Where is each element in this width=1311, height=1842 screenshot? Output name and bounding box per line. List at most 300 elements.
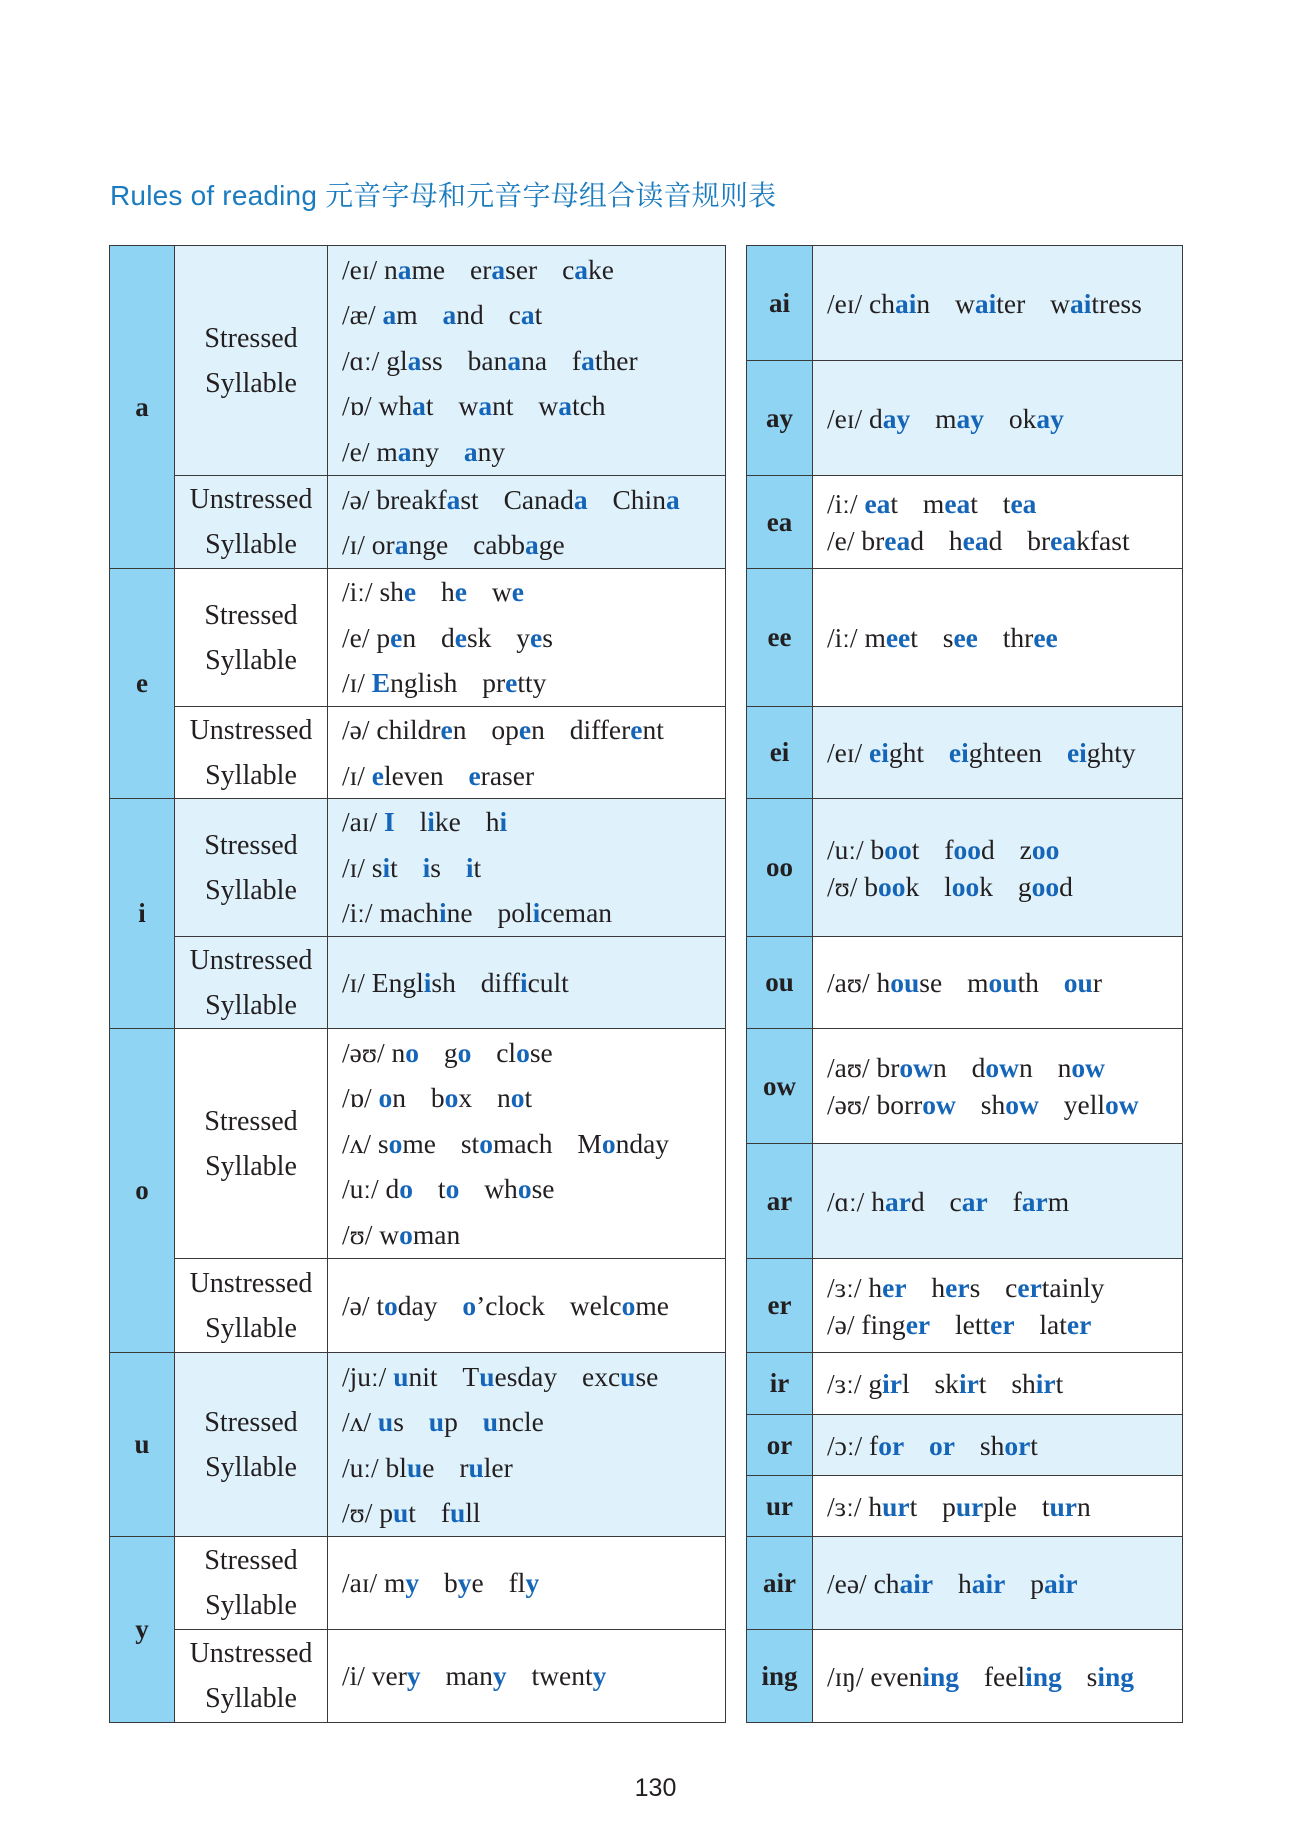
examples-cell [328, 1353, 726, 1537]
example-word [944, 871, 993, 902]
example-line [827, 831, 1182, 868]
syllable-type-cell [175, 1259, 328, 1353]
word-part: feel [983, 1660, 1026, 1692]
word-part: t [376, 1289, 385, 1321]
example-word [570, 714, 664, 745]
highlighted-letters: oo [951, 870, 980, 902]
highlighted-letters: ea [1050, 525, 1077, 556]
example-word [1064, 1089, 1139, 1120]
phonetic-symbol: /ʊ/ [342, 1497, 380, 1528]
example-word [504, 484, 588, 515]
syllable-type-text: Stressed [204, 1545, 298, 1576]
example-word [462, 1290, 544, 1321]
example-word [1039, 1309, 1091, 1340]
example-word [1020, 834, 1060, 865]
highlighted-letters: a [446, 483, 461, 515]
rule-row [110, 707, 726, 799]
word-part: se [531, 1173, 555, 1205]
word-part: ke [588, 253, 615, 285]
word-part: man [412, 1218, 461, 1250]
example-word [955, 1309, 1015, 1340]
highlighted-letters: a [397, 253, 412, 285]
syllable-type-text: Syllable [205, 989, 297, 1021]
syllable-type-cell [175, 1029, 328, 1259]
highlighted-letters: ai [974, 287, 997, 319]
word-part: t [978, 1368, 987, 1399]
highlighted-letters: e [390, 621, 403, 653]
highlighted-letters: ei [948, 737, 969, 768]
word-part: t [534, 299, 543, 331]
phonetic-symbol: /ʌ/ [342, 1127, 378, 1159]
word-part: sh [1011, 1368, 1036, 1399]
phonetic-symbol: /aʊ/ [827, 1052, 877, 1083]
example-line [827, 1183, 1182, 1220]
highlighted-letters: u [406, 1451, 423, 1483]
highlighted-letters: ai [894, 287, 917, 319]
highlighted-letters: ei [1066, 737, 1087, 768]
phonetic-symbol: /ə/ [342, 483, 377, 515]
combination-row [747, 1259, 1183, 1353]
word-part: t [425, 390, 434, 422]
highlighted-letters: air [899, 1567, 934, 1599]
phonetic-symbol: /ɪ/ [342, 667, 372, 699]
highlighted-letters: y [592, 1660, 607, 1692]
example-word [379, 1219, 460, 1250]
highlighted-letters: i [423, 966, 432, 998]
word-part: d [1059, 870, 1073, 902]
word-part: op [491, 714, 519, 745]
word-part: ple [983, 1490, 1017, 1522]
phonetic-symbol: /eɪ/ [827, 737, 870, 768]
phonetic-symbol: /aɪ/ [342, 806, 385, 838]
highlighted-letters: a [573, 483, 588, 515]
highlighted-letters: air [1044, 1567, 1078, 1599]
highlighted-letters: er [905, 1308, 931, 1340]
word-part: nge [408, 529, 449, 560]
example-word [483, 1406, 544, 1437]
highlighted-letters: i [499, 806, 508, 838]
example-word [929, 1430, 955, 1461]
example-word [955, 288, 1025, 319]
word-part: s [371, 851, 383, 883]
highlighted-letters: e [530, 621, 543, 653]
example-word [876, 967, 942, 998]
highlighted-letters: ea [944, 488, 971, 519]
word-part: c [508, 299, 521, 331]
phonetic-symbol: /juː/ [342, 1360, 394, 1392]
word-part: n [531, 714, 545, 745]
word-part: m [384, 1567, 406, 1599]
example-word [386, 1452, 435, 1483]
word-part: n [1057, 1052, 1072, 1083]
word-part: ght [888, 737, 925, 768]
word-part: ler [483, 1451, 513, 1483]
example-word [393, 1361, 437, 1392]
syllable-type-text: Syllable [205, 759, 297, 791]
example-word [379, 1082, 407, 1113]
word-part: s [430, 851, 441, 883]
example-word [443, 299, 484, 330]
word-part: b [870, 833, 885, 865]
syllable-type-cell [175, 707, 328, 799]
example-word [516, 622, 553, 653]
example-line [342, 1560, 725, 1606]
word-part: sh [979, 1429, 1005, 1461]
example-word [958, 1568, 1005, 1599]
example-word [509, 299, 543, 330]
rule-row [110, 1259, 726, 1353]
word-part: ch [869, 287, 895, 319]
syllable-type-text: Syllable [205, 1451, 297, 1483]
word-part: w [1050, 287, 1071, 319]
highlighted-letters: o [444, 1082, 459, 1114]
example-word [874, 1568, 934, 1599]
word-part: raser [480, 759, 535, 791]
highlighted-letters: a [407, 344, 422, 376]
example-word [949, 525, 1002, 556]
example-word [868, 1272, 906, 1303]
example-line [827, 619, 1182, 656]
highlighted-letters: a [574, 253, 589, 285]
rule-row [110, 1537, 726, 1630]
phonetic-symbol: /eə/ [827, 1567, 874, 1599]
examples-cell [328, 799, 726, 937]
word-part: borr [876, 1089, 923, 1120]
word-part: pr [482, 667, 506, 699]
example-line [342, 1283, 725, 1329]
example-word [869, 737, 924, 768]
highlighted-letters: or [878, 1429, 905, 1461]
example-word [470, 254, 537, 285]
highlighted-letters: E [371, 667, 391, 699]
example-word [876, 1089, 955, 1120]
example-line [827, 522, 1182, 559]
word-part: n [933, 1052, 947, 1083]
word-part: M [577, 1127, 602, 1159]
example-line [827, 1427, 1182, 1464]
word-part: h [440, 576, 455, 608]
syllable-type-text: Syllable [205, 874, 297, 906]
example-word [1003, 488, 1037, 519]
examples-cell [813, 569, 1183, 707]
word-part: yell [1063, 1089, 1105, 1120]
word-part: b [430, 1082, 445, 1114]
combination-row [747, 1029, 1183, 1144]
word-part: ter [996, 287, 1026, 319]
word-part: n [497, 1082, 511, 1114]
combination-row [747, 1144, 1183, 1259]
highlighted-letters: y [457, 1567, 472, 1599]
word-part: z [1019, 833, 1032, 865]
example-word [967, 967, 1039, 998]
word-part: b [864, 870, 878, 902]
example-word [577, 1128, 669, 1159]
word-part: b [444, 1567, 458, 1599]
highlighted-letters: ur [1049, 1490, 1077, 1522]
vowel-combination-cell: ar [747, 1144, 813, 1259]
word-part: me [635, 1289, 669, 1321]
word-part: d [971, 1052, 986, 1083]
word-part: m [376, 435, 398, 467]
examples-cell [813, 1415, 1183, 1476]
phonetic-symbol: /iː/ [827, 622, 865, 653]
word-part: g [868, 1368, 883, 1399]
word-part: day [397, 1289, 438, 1321]
word-part: me [402, 1127, 436, 1159]
phonetic-symbol: /ɪ/ [342, 966, 372, 998]
example-word [1005, 1272, 1104, 1303]
phonetic-symbol: /ɜː/ [827, 1271, 869, 1303]
example-line [342, 429, 725, 475]
word-part: na [521, 344, 548, 376]
word-part: w [491, 576, 512, 608]
example-word [949, 737, 1042, 768]
highlighted-letters: ai [1070, 287, 1092, 319]
highlighted-letters: e [454, 621, 467, 653]
word-part: n [1077, 1490, 1091, 1522]
highlighted-letters: o [405, 1036, 419, 1068]
word-part: ny [411, 435, 440, 467]
highlighted-letters: o [479, 1127, 493, 1159]
combination-row [747, 476, 1183, 569]
example-line [342, 753, 725, 799]
word-part: t [1055, 1368, 1064, 1399]
word-part: m [935, 402, 957, 434]
highlighted-letters: oo [953, 833, 981, 865]
word-part: se [635, 1360, 659, 1392]
example-word [378, 1406, 404, 1437]
highlighted-letters: er [1066, 1308, 1092, 1340]
word-part: twent [531, 1660, 593, 1692]
example-word [861, 1309, 930, 1340]
syllable-type-cell [175, 799, 328, 937]
phonetic-symbol: /ɔː/ [827, 1429, 870, 1461]
word-part: f [1012, 1185, 1022, 1217]
example-word [509, 1567, 540, 1598]
example-word [869, 1430, 904, 1461]
example-word [871, 834, 920, 865]
highlighted-letters: ow [1071, 1052, 1106, 1083]
example-word [486, 806, 507, 837]
highlighted-letters: i [465, 851, 474, 883]
vowel-combination-cell: ee [747, 569, 813, 707]
highlighted-letters: oo [1031, 870, 1060, 902]
phonetic-symbol: /aʊ/ [827, 967, 877, 998]
example-word [497, 1082, 532, 1113]
word-part: t [910, 622, 918, 653]
example-word [444, 1567, 484, 1598]
word-part: t [390, 851, 398, 883]
highlighted-letters: ee [953, 622, 978, 653]
example-line [342, 1212, 725, 1258]
highlighted-letters: ow [1105, 1089, 1139, 1120]
word-part: p [1030, 1567, 1045, 1599]
word-part: f [869, 1429, 879, 1461]
example-word [972, 1052, 1033, 1083]
word-part: d [988, 525, 1003, 556]
example-word [372, 1660, 421, 1691]
example-word [372, 967, 456, 998]
word-part: exc [582, 1360, 621, 1392]
word-part: w [955, 287, 975, 319]
example-word [869, 403, 910, 434]
example-word [441, 576, 467, 607]
highlighted-letters: oo [878, 870, 906, 902]
example-word [441, 1497, 481, 1528]
examples-cell [328, 937, 726, 1029]
highlighted-letters: ay [956, 402, 985, 434]
highlighted-letters: ur [882, 1490, 910, 1522]
highlighted-letters: or [1004, 1429, 1031, 1461]
examples-cell [813, 707, 1183, 799]
highlighted-letters: air [971, 1567, 1006, 1599]
syllable-type-text: Unstressed [189, 1638, 313, 1669]
highlighted-letters: o [601, 1127, 616, 1159]
highlighted-letters: a [581, 344, 595, 376]
example-word [491, 714, 544, 745]
example-word [372, 852, 398, 883]
highlighted-letters: ir [958, 1368, 979, 1399]
word-part: p [379, 1497, 393, 1528]
word-part: l [944, 870, 952, 902]
word-part: sk [466, 621, 492, 653]
phonetic-symbol: /ɜː/ [827, 1490, 869, 1522]
word-part: fing [861, 1308, 906, 1340]
vowel-letter-table [109, 245, 726, 1723]
combination-row [747, 707, 1183, 799]
word-part: x [458, 1082, 473, 1114]
example-word [462, 1361, 557, 1392]
example-word [570, 1290, 669, 1321]
word-part: k [905, 870, 920, 902]
word-part: lett [954, 1308, 991, 1340]
highlighted-letters: ay [882, 402, 911, 434]
word-part: n [402, 621, 417, 653]
example-word [379, 576, 416, 607]
example-word [372, 667, 458, 698]
word-part: ok [1008, 402, 1037, 434]
word-part: r [459, 1451, 469, 1483]
highlighted-letters: ou [988, 967, 1018, 998]
example-line [342, 615, 725, 661]
word-part: welc [569, 1289, 622, 1321]
word-part: e [422, 1451, 435, 1483]
example-word [864, 871, 919, 902]
examples-cell [328, 1029, 726, 1259]
word-part: ghteen [968, 737, 1043, 768]
word-part: m [396, 299, 418, 331]
word-part: c [562, 253, 575, 285]
example-word [378, 1128, 436, 1159]
highlighted-letters: ee [885, 622, 911, 653]
vowel-letter-cell: a [110, 246, 175, 569]
word-part: er [470, 253, 492, 285]
example-word [876, 1052, 946, 1083]
example-word [1058, 1052, 1105, 1083]
example-word [473, 529, 565, 560]
highlighted-letters: i [532, 897, 541, 929]
example-word [384, 806, 395, 837]
phonetic-symbol: /ɑː/ [342, 344, 387, 376]
example-word [468, 345, 547, 376]
word-part: h [931, 1271, 946, 1303]
highlighted-letters: ea [962, 525, 989, 556]
phonetic-symbol: /i/ [342, 1660, 372, 1692]
example-word [386, 345, 443, 376]
highlighted-letters: e [511, 576, 524, 608]
highlighted-letters: or [929, 1429, 955, 1461]
highlighted-letters: ing [922, 1660, 960, 1692]
word-part: ll [465, 1497, 481, 1528]
word-part: h [485, 806, 500, 838]
word-part: ne [446, 897, 473, 929]
word-part: h [948, 525, 963, 556]
syllable-type-cell [175, 569, 328, 707]
vowel-combination-cell: ei [747, 707, 813, 799]
example-word [562, 254, 614, 285]
word-part: ncle [498, 1406, 544, 1437]
word-part: t [970, 488, 978, 519]
word-part: s [969, 1271, 981, 1303]
highlighted-letters: ir [1035, 1368, 1056, 1399]
word-part: sh [379, 576, 404, 608]
examples-cell [813, 1476, 1183, 1537]
example-word [492, 576, 524, 607]
word-part: childr [376, 714, 441, 745]
examples-cell [813, 1029, 1183, 1144]
word-part: h [871, 1185, 885, 1217]
example-word [372, 529, 448, 560]
word-part: h [868, 1490, 883, 1522]
phonetic-symbol: /iː/ [342, 576, 380, 608]
word-part: man [445, 1660, 493, 1692]
highlighted-letters: I [384, 806, 395, 838]
example-word [923, 488, 978, 519]
word-part: nt [492, 390, 514, 422]
word-part: ny [477, 435, 506, 467]
example-line [342, 1030, 725, 1076]
highlighted-letters: o [462, 1289, 477, 1321]
word-part: t [1002, 488, 1011, 519]
example-word [981, 1089, 1039, 1120]
example-line [827, 485, 1182, 522]
phonetic-symbol: /eɪ/ [342, 253, 385, 285]
word-part: g [443, 1036, 458, 1068]
word-part: or [371, 529, 395, 560]
word-part: ser [505, 253, 538, 285]
highlighted-letters: ee [1033, 622, 1058, 653]
example-word [868, 1491, 917, 1522]
word-part: t [890, 488, 899, 519]
example-line [342, 960, 725, 1006]
example-line [342, 1166, 725, 1212]
syllable-type-cell [175, 246, 328, 476]
highlighted-letters: e [505, 667, 518, 699]
syllable-type-text: Syllable [205, 1683, 297, 1714]
syllable-type-text: Syllable [205, 529, 297, 560]
example-word [484, 1173, 554, 1204]
highlighted-letters: u [428, 1406, 445, 1437]
combination-row [747, 937, 1183, 1029]
word-part: m [922, 488, 945, 519]
example-word [1064, 967, 1102, 998]
word-part: cult [527, 966, 569, 998]
example-word [1018, 871, 1073, 902]
example-word [935, 403, 984, 434]
example-word [384, 1567, 419, 1598]
example-word [376, 436, 439, 467]
phonetic-symbol: /uː/ [342, 1173, 386, 1205]
